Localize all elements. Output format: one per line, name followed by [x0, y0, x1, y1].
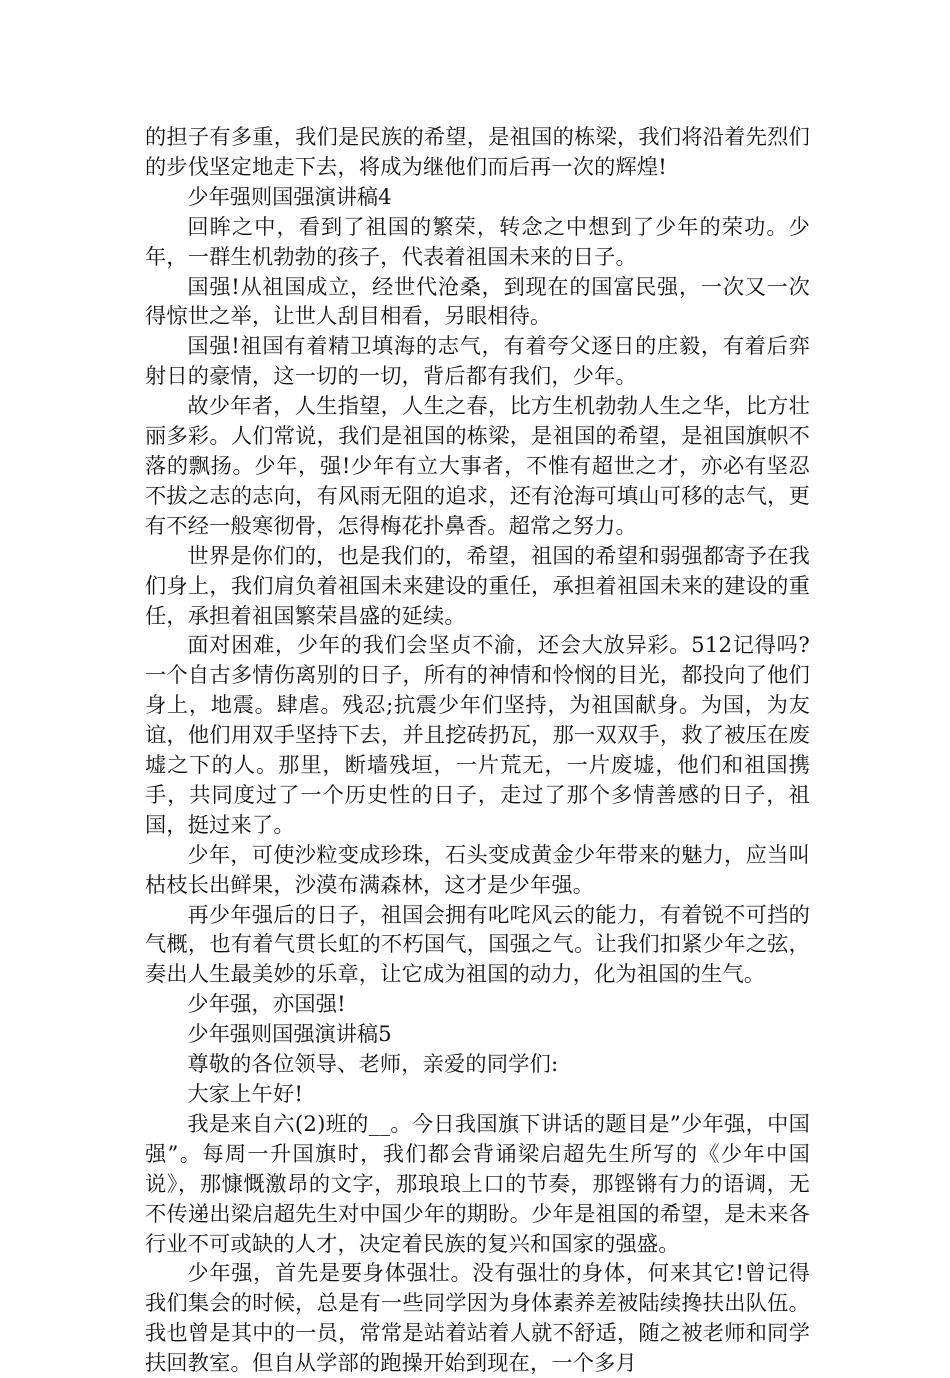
paragraph-continued: 的担子有多重，我们是民族的希望，是祖国的栋梁，我们将沿着先烈们的步伐坚定地走下去，将成为继他们而后再一次的辉煌!: [145, 124, 810, 179]
paragraph: 少年强，亦国强!: [187, 991, 346, 1017]
document-page: [145, 122, 810, 1378]
paragraph: 我是来自六(2)班的__。今日我国旗下讲话的题目是”少年强，中国强”。每周一升国旗时，我们都会背诵梁启超先生所写的《少年中国说》，那慷慨激昂的文字，那琅琅上口的节奏，那铿锵有力的语调，无不传递出梁启超先生对中国少年的期盼。少年是祖国的希望，是未来各行业不可或缺的人才，决定着民族的复兴和国家的强盛。: [145, 1110, 810, 1256]
paragraph: 故少年者，人生指望，人生之春，比方生机勃勃人生之华，比方壮丽多彩。人们常说，我们是祖国的栋梁，是祖国的希望，是祖国旗帜不落的飘扬。少年，强!少年有立大事者，不惟有超世之才，亦必有坚忍不拔之志的志向，有风雨无阻的追求，还有沧海可填山可移的志气，更有不经一般寒彻骨，怎得梅花扑鼻香。超常之努力。: [145, 393, 810, 538]
paragraph: 面对困难，少年的我们会坚贞不渝，还会大放异彩。512记得吗?一个自古多情伤离别的日子，所有的神情和怜悯的目光，都投向了他们身上，地震。肆虐。残忍;抗震少年们坚持，为祖国献身。为国，为友谊，他们用双手坚持下去，并且挖砖扔瓦，那一双双手，救了被压在废墟之下的人。那里，断墙残垣，一片荒无，一片废墟，他们和祖国携手，共同度过了一个历史性的日子，走过了那个多情善感的日子，祖国，挺过来了。: [145, 632, 810, 837]
paragraph: 少年，可使沙粒变成珍珠，石头变成黄金少年带来的魅力，应当叫枯枝长出鲜果，沙漠布满森林，这才是少年强。: [145, 841, 810, 897]
paragraph: 回眸之中，看到了祖国的繁荣，转念之中想到了少年的荣功。少年，一群生机勃勃的孩子，代表着祖国未来的日子。: [145, 213, 810, 269]
salutation: 尊敬的各位领导、老师，亲爱的同学们:: [187, 1051, 559, 1077]
paragraph: 国强!祖国有着精卫填海的志气，有着夸父逐日的庄毅，有着后弈射日的豪情，这一切的一切，背后都有我们，少年。: [145, 333, 810, 389]
paragraph: 国强!从祖国成立，经世代沧桑，到现在的国富民强，一次又一次得惊世之举，让世人刮目相看，另眼相待。: [145, 273, 810, 329]
paragraph: 再少年强后的日子，祖国会拥有叱咤风云的能力，有着锐不可挡的气概，也有着气贯长虹的不朽国气，国强之气。让我们扣紧少年之弦，奏出人生最美妙的乐章，让它成为祖国的动力，化为祖国的生气。: [145, 901, 810, 987]
paragraph: 少年强，首先是要身体强壮。没有强壮的身体，何来其它!曾记得我们集会的时候，总是有一些同学因为身体素养差被陆续搀扶出队伍。我也曾是其中的一员，常常是站着站着人就不舒适，随之被老师和同学扶回教室。但自从学部的跑操开始到现在，一个多月: [145, 1260, 810, 1376]
speech-heading-5: 少年强则国强演讲稿5: [187, 1021, 392, 1047]
paragraph: 世界是你们的，也是我们的，希望，祖国的希望和弱强都寄予在我们身上，我们肩负着祖国未来建设的重任，承担着祖国未来的建设的重任，承担着祖国繁荣昌盛的延续。: [145, 542, 810, 628]
greeting: 大家上午好!: [187, 1081, 304, 1106]
speech-heading-4: 少年强则国强演讲稿4: [187, 183, 392, 209]
